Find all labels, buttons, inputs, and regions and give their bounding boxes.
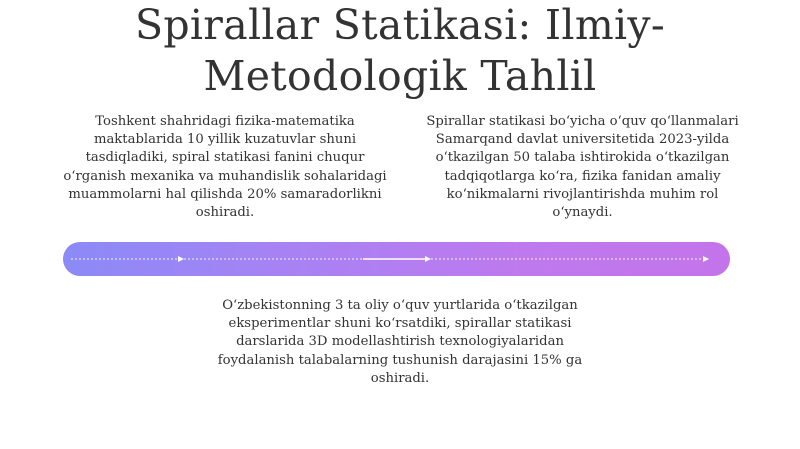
arrow-head-icon: [425, 256, 431, 262]
fact-block-right: Spirallar statikasi bo‘yicha o‘quv qo‘llanmalari Samarqand davlat universitetida 2023-yilda o‘tkazilgan 50 talaba ishtirokida o‘tkazilgan tadqiqotlarga ko‘ra, fizika fanidan amaliy ko‘nikmalarni rivojlantirishda muhim rol o‘ynaydi.: [426, 114, 739, 221]
arrow-head-icon: [703, 256, 709, 262]
fact-block-bottom: O‘zbekistonning 3 ta oliy o‘quv yurtlarida o‘tkazilgan eksperimentlar shuni ko‘rsatdiki, spirallar statikasi darslarida 3D modellashtirish texnologiyalaridan foydalanish talabalarning tushunish darajasini 15% ga oshiradi.: [217, 298, 583, 386]
timeline-arrows: [63, 242, 730, 276]
page-title: Spirallar Statikasi: Ilmiy-Metodologik Tahlil: [134, 1, 666, 100]
arrow-head-icon: [178, 256, 184, 262]
fact-block-left: Toshkent shahridagi fizika-matematika maktablarida 10 yillik kuzatuvlar shuni tasdiqladiki, spiral statikasi fanini chuqur o‘rganish mexanika va muhandislik sohalaridagi muammolarni hal qilishda 20% samaradorlikni oshiradi.: [63, 114, 387, 221]
timeline-bar: [63, 242, 730, 276]
